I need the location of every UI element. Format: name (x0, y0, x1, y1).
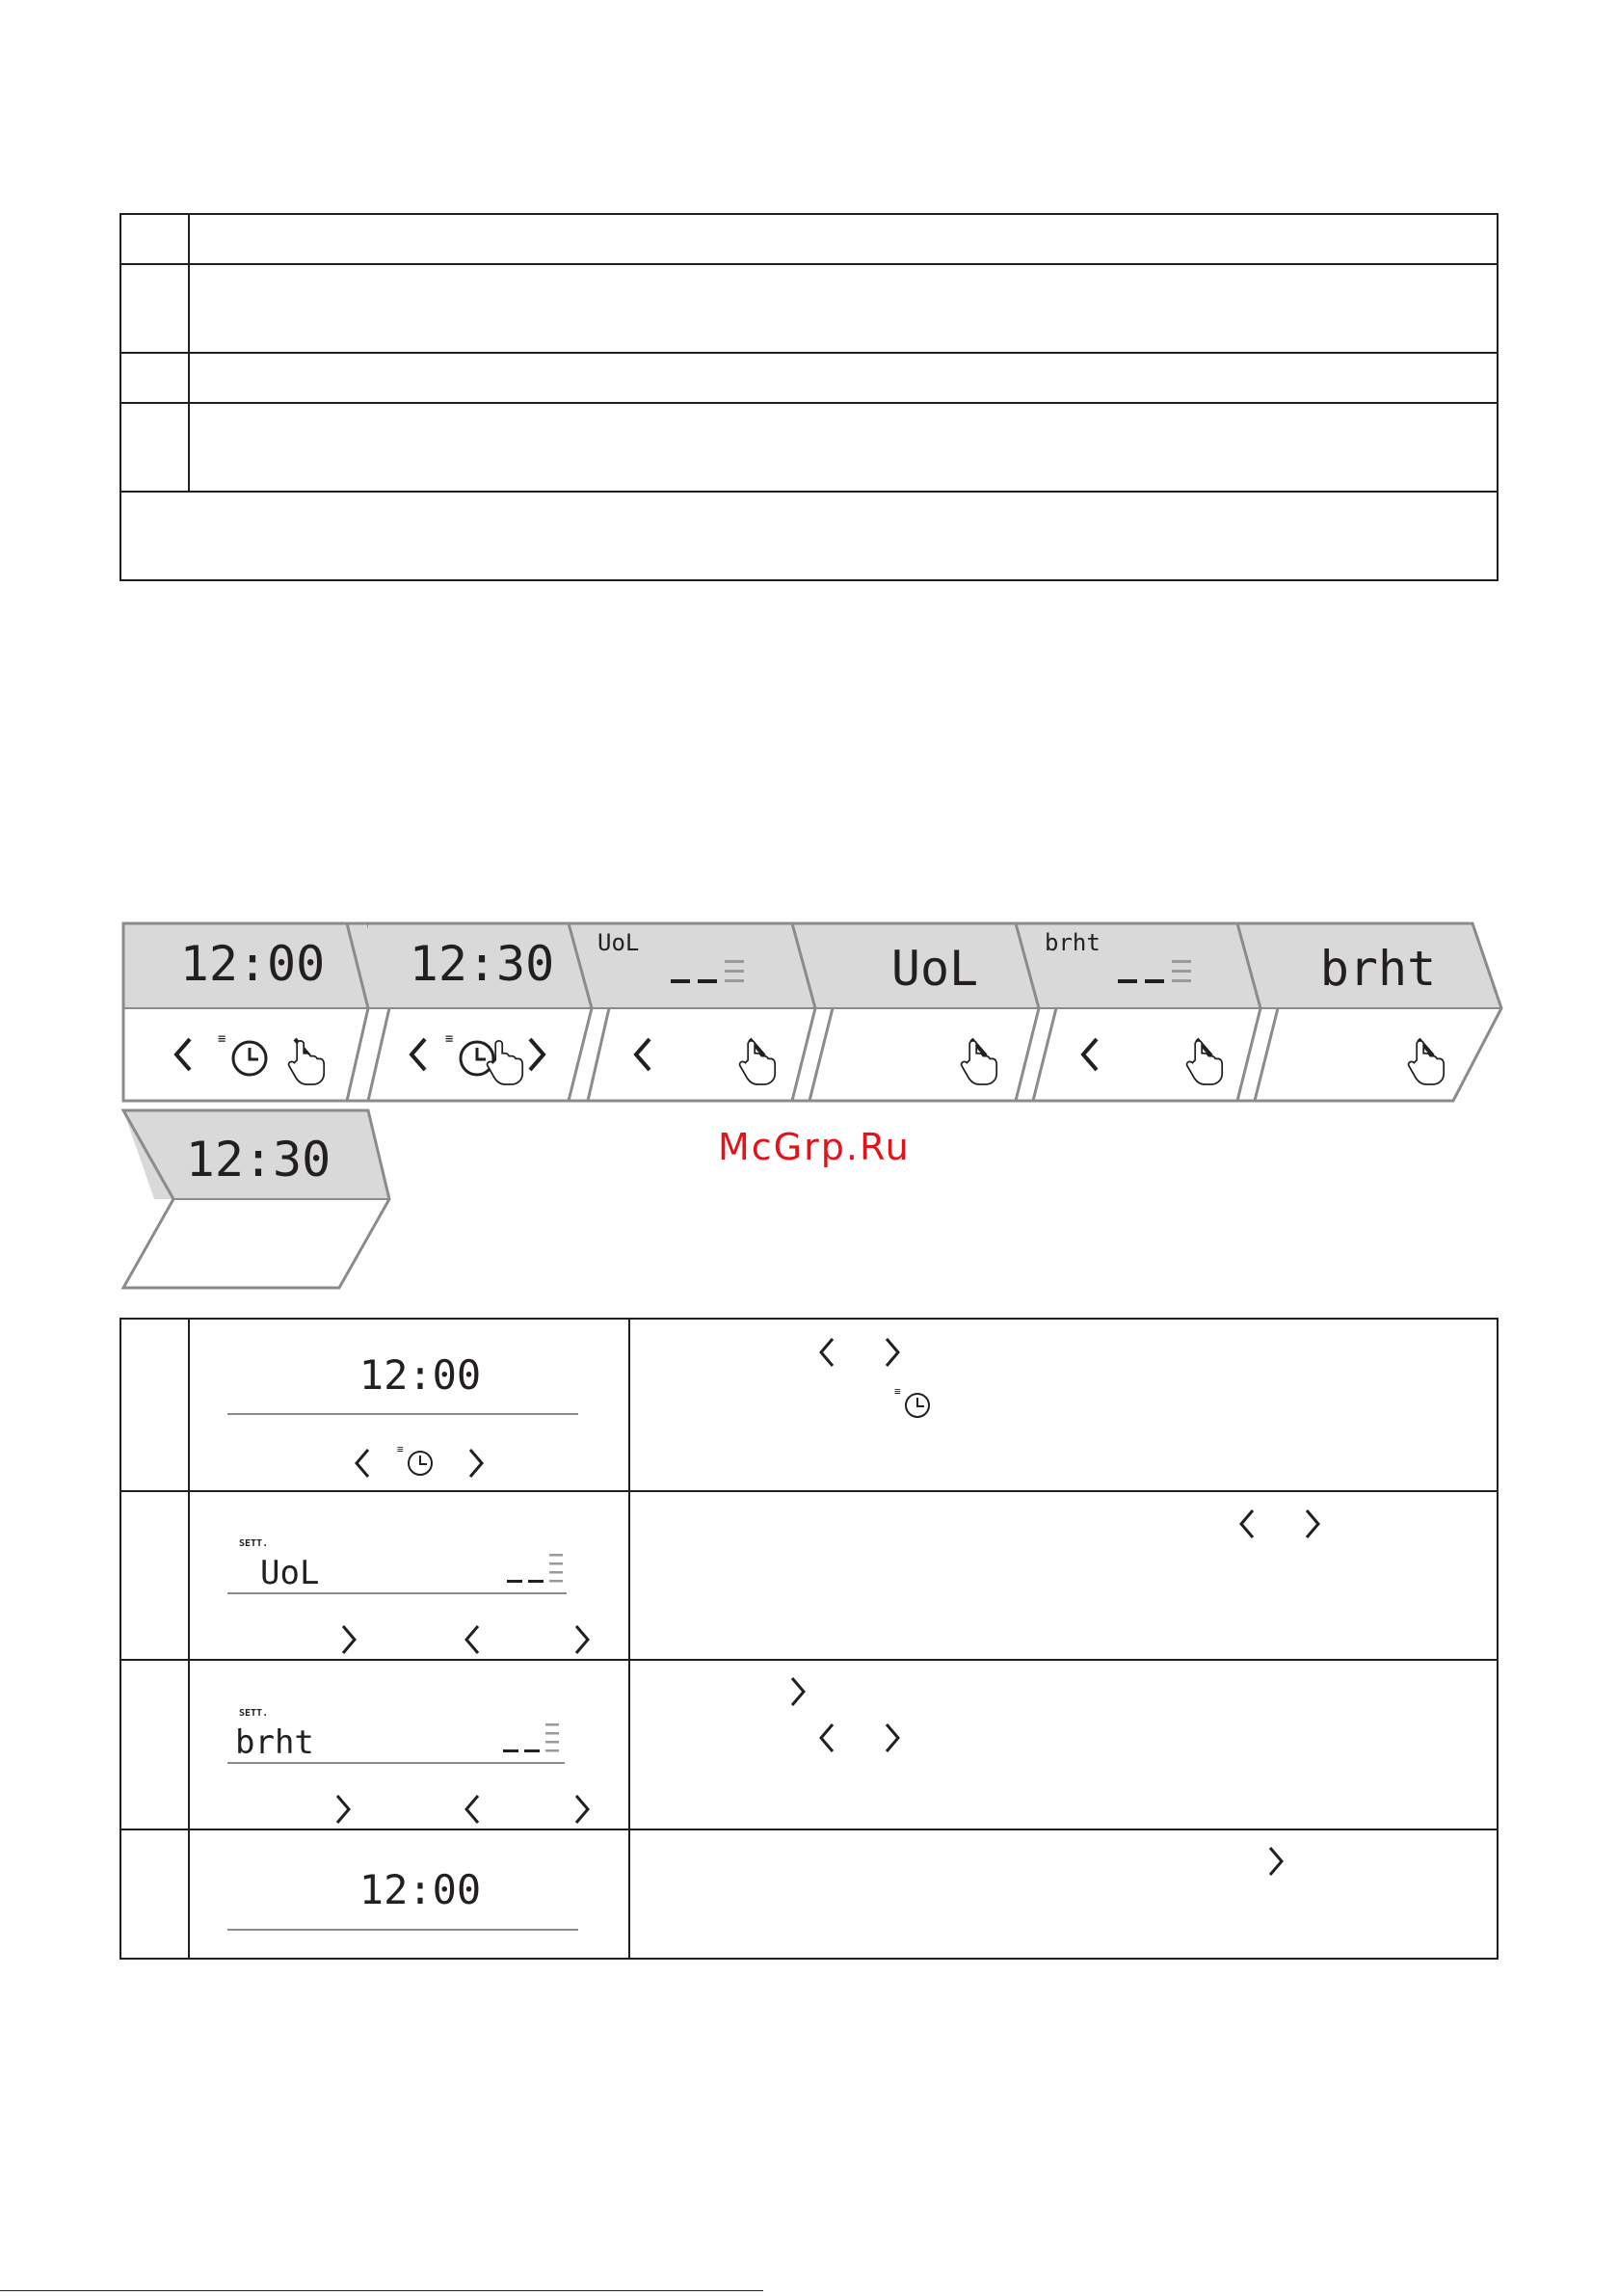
level-bars-icon (503, 1723, 559, 1752)
flow-panel-1 (123, 923, 389, 1101)
chevron-left-icon (411, 1039, 425, 1070)
level-bars-icon (507, 1554, 563, 1583)
hand-pointer-icon (289, 1041, 325, 1084)
flow-panel-4-display: UoL (890, 941, 979, 997)
chevron-right-icon (576, 1796, 588, 1823)
chevron-left-icon (357, 1450, 368, 1477)
chevron-left-icon (636, 1039, 650, 1070)
chevron-right-icon (1270, 1848, 1282, 1875)
steps-table-graphics: ≡ 12:00 SETT. UoL SETT. brht 12:00 (0, 1318, 1618, 1960)
flow-panel-final (123, 1110, 389, 1288)
chevron-right-icon (470, 1450, 482, 1477)
step-row-2 (227, 1510, 1318, 1653)
watermark: McGrp.Ru (718, 1126, 911, 1168)
step-row-3 (227, 1678, 898, 1823)
chevron-right-icon (1307, 1510, 1318, 1537)
chevron-left-icon (1241, 1510, 1253, 1537)
flow-panel-1-display: 12:00 (179, 936, 326, 992)
flow-panel-2-display: 12:30 (409, 936, 555, 992)
chevron-right-icon (792, 1678, 804, 1705)
chevron-left-icon (466, 1796, 478, 1823)
step-2-tag: SETT. (239, 1538, 269, 1549)
footer-rule (0, 2290, 763, 2291)
chevron-left-icon (466, 1626, 478, 1653)
chevron-left-icon (821, 1339, 833, 1366)
step-row-1 (227, 1339, 929, 1477)
clock-menu-icon (445, 1031, 493, 1075)
step-row-4 (227, 1848, 1282, 1930)
chevron-left-icon (176, 1039, 190, 1070)
flow-panel-2 (347, 923, 609, 1101)
step-3-tag: SETT. (239, 1708, 269, 1719)
chevron-right-icon (887, 1724, 898, 1751)
flow-panel-3-small: UoL (597, 929, 640, 956)
chevron-right-icon (530, 1039, 544, 1070)
chevron-left-icon (1083, 1039, 1097, 1070)
step-3-display: brht (235, 1723, 314, 1762)
chevron-left-icon (821, 1724, 833, 1751)
step-4-display: 12:00 (358, 1866, 482, 1913)
chevron-right-icon (576, 1626, 588, 1653)
svg-text:≡: ≡ (218, 1031, 226, 1047)
hand-pointer-icon (488, 1041, 523, 1084)
chevron-right-icon (343, 1626, 355, 1653)
svg-text:≡: ≡ (445, 1031, 454, 1047)
clock-menu-icon (894, 1385, 929, 1417)
flow-panel-5-small: brht (1045, 929, 1101, 956)
clock-menu-icon (218, 1031, 266, 1075)
flow-panel-6-display: brht (1319, 941, 1437, 997)
display-flow-diagram (0, 906, 1618, 1292)
step-1-display: 12:00 (358, 1351, 482, 1399)
clock-menu-icon (397, 1443, 432, 1475)
flow-panel-final-display: 12:30 (185, 1132, 332, 1188)
step-2-display: UoL (260, 1554, 320, 1592)
chevron-right-icon (337, 1796, 349, 1823)
chevron-right-icon (887, 1339, 898, 1366)
